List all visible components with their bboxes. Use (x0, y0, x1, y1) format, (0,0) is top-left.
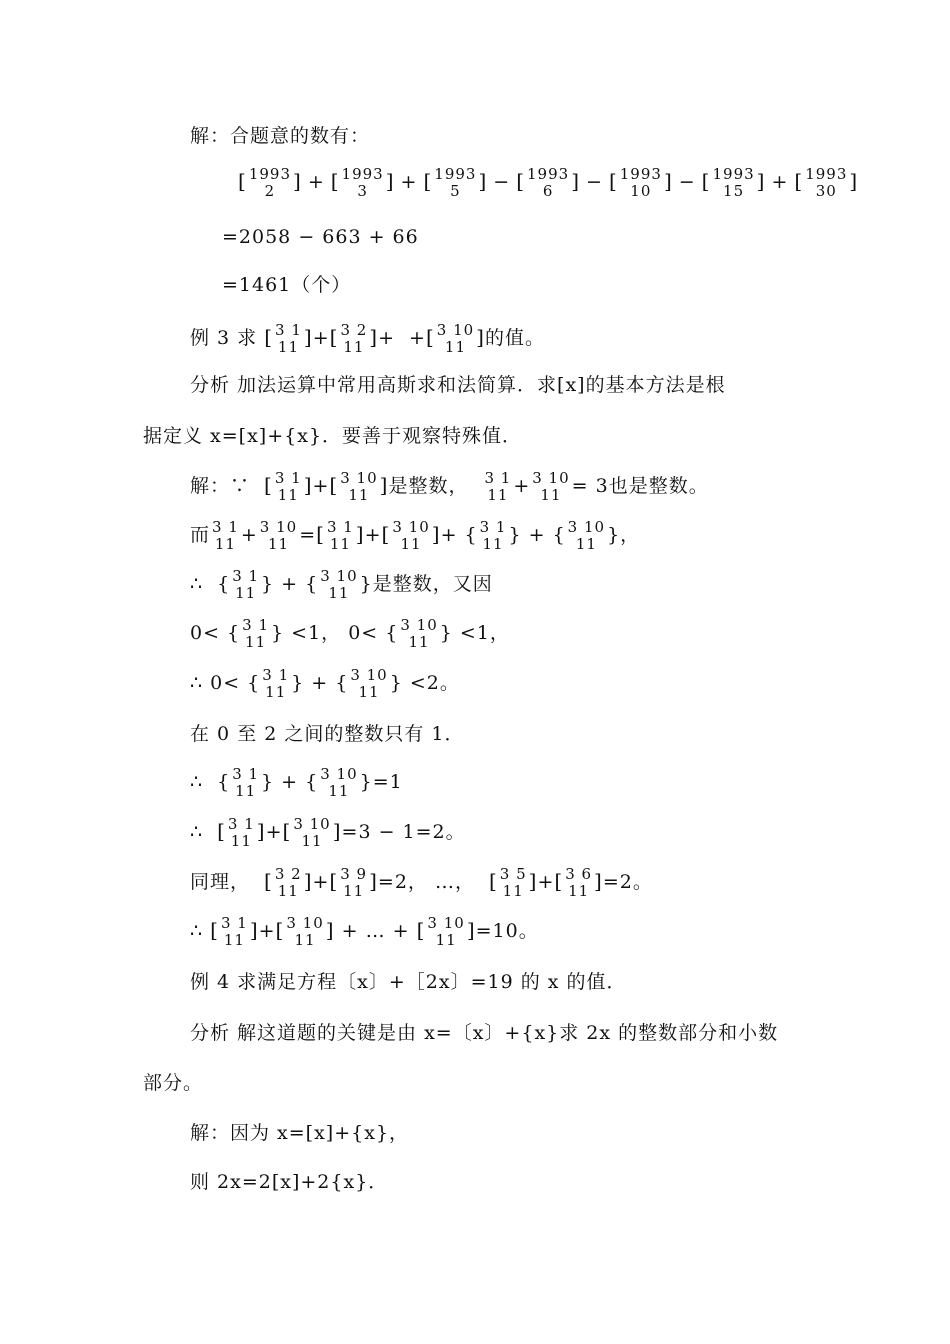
solution-line-d: 0< { 3 1 11 } <1， 0< { 3 10 11 } <1， (190, 616, 510, 651)
fraction: 3 10 11 (350, 666, 388, 701)
bracket: ] (293, 169, 302, 193)
fraction: 3 10 11 (567, 518, 606, 553)
fraction: 3 10 11 (392, 518, 430, 553)
operator: − (493, 171, 511, 193)
analysis-line-2: 据定义 x=[x]+{x}．要善于观察特殊值． (143, 425, 523, 447)
solution-line-b: 而 3 1 11 + 3 10 11 =[ 3 1 11 ]+[ 3 10 11 ]+ { 3 1 11 } + { 3 10 11 }， (190, 518, 641, 553)
fraction: 3 1 11 (220, 914, 248, 949)
bracket: ] (478, 169, 488, 193)
example-4-title: 例 4 求满足方程〔x〕+［2x〕=19 的 x 的值． (190, 971, 627, 993)
fraction: 3 1 11 (232, 765, 260, 800)
fraction: 3 1 11 (242, 616, 270, 651)
step-result-1: =2058 − 663 + 66 (222, 226, 419, 248)
fraction: 3 1 11 (274, 469, 302, 504)
fraction: 3 1 11 (212, 518, 239, 553)
fraction: 3 10 11 (532, 469, 570, 504)
example-3-label: 例 3 求 (190, 327, 258, 349)
fraction: 3 1 11 (275, 321, 302, 356)
fraction: 3 5 11 (499, 865, 527, 900)
operator: − (678, 171, 696, 193)
bracket: ] (663, 169, 673, 193)
floor-sum-expression (238, 166, 858, 200)
solution-line-a: 解：∵ [ 3 1 11 ]+[ 3 10 11 ]是整数， 3 1 11 + 3 10 11 = 3也是整数。 (190, 469, 709, 504)
fraction: 3 10 11 (400, 616, 438, 651)
fraction: 3 10 11 (427, 914, 465, 949)
solution-4-line-1: 解：因为 x=[x]+{x}， (190, 1122, 410, 1144)
fraction: 3 10 11 (320, 765, 358, 800)
bracket: ] (849, 169, 859, 193)
fraction: 1993 6 (527, 165, 570, 200)
fraction: 3 2 11 (340, 321, 368, 356)
solution-line-h: ∴ [ 3 1 11 ]+[ 3 10 11 ]=3 − 1=2。 (190, 815, 466, 850)
fraction: 1993 10 (619, 165, 662, 200)
bracket: [ (701, 169, 711, 193)
fraction: 3 1 11 (227, 815, 255, 850)
fraction: 3 1 11 (326, 518, 354, 553)
fraction: 1993 3 (341, 165, 384, 200)
bracket: [ (238, 169, 247, 193)
operator: + (307, 171, 325, 193)
solution-line-c: ∴ { 3 1 11 } + { 3 10 11 }是整数，又因 (190, 567, 493, 602)
operator: + (771, 171, 789, 193)
fraction: 3 10 11 (340, 469, 378, 504)
fraction: 1993 2 (248, 165, 291, 200)
fraction: 3 1 11 (484, 469, 512, 504)
analysis-4-line-2: 部分。 (143, 1072, 204, 1094)
example-3-title: 例 3 求 [ 3 1 11 ]+[ 3 2 11 ]+ +[ 3 10 11 ]的值。 (190, 321, 545, 356)
bracket: [ (608, 169, 618, 193)
fraction: 3 10 11 (293, 815, 331, 850)
fraction: 1993 15 (712, 165, 755, 200)
solution-intro: 解：合题意的数有： (190, 125, 371, 147)
solution-line-i: 同理， [ 3 2 11 ]+[ 3 9 11 ]=2， …， [ 3 5 11 ]+[ 3 6 11 ]=2。 (190, 865, 653, 900)
fraction: 3 1 11 (262, 666, 290, 701)
fraction: 3 6 11 (565, 865, 593, 900)
step-result-2: =1461（个） (222, 274, 352, 296)
bracket: ] (571, 169, 581, 193)
fraction: 3 1 11 (232, 567, 260, 602)
bracket: [ (794, 169, 804, 193)
operator: − (586, 171, 603, 193)
bracket: [ (423, 169, 433, 193)
fraction: 3 2 11 (274, 865, 302, 900)
solution-line-e: ∴ 0< { 3 1 11 } + { 3 10 11 } <2。 (190, 666, 460, 701)
solution-line-f: 在 0 至 2 之间的整数只有 1． (190, 723, 465, 745)
fraction: 1993 5 (434, 165, 477, 200)
analysis-line-1: 分析 加法运算中常用高斯求和法简算．求[x]的基本方法是根 (190, 374, 726, 396)
bracket: ] (385, 169, 395, 193)
analysis-4-line-1: 分析 解这道题的关键是由 x=〔x〕+{x}求 2x 的整数部分和小数 (190, 1022, 779, 1044)
operator: + (400, 171, 418, 193)
solution-line-g: ∴ { 3 1 11 } + { 3 10 11 }=1 (190, 765, 403, 800)
fraction: 3 10 11 (286, 914, 324, 949)
fraction: 1993 30 (805, 165, 848, 200)
bracket: [ (330, 169, 340, 193)
solution-4-line-2: 则 2x=2[x]+2{x}． (190, 1171, 389, 1193)
fraction: 3 10 11 (259, 518, 298, 553)
fraction: 3 1 11 (479, 518, 507, 553)
bracket: ] (756, 169, 766, 193)
bracket: [ (516, 169, 526, 193)
fraction: 3 10 11 (320, 567, 358, 602)
fraction: 3 9 11 (340, 865, 368, 900)
fraction: 3 10 11 (436, 321, 475, 356)
solution-line-j: ∴ [ 3 1 11 ]+[ 3 10 11 ] + … + [ 3 10 11 ]=10。 (190, 914, 539, 949)
